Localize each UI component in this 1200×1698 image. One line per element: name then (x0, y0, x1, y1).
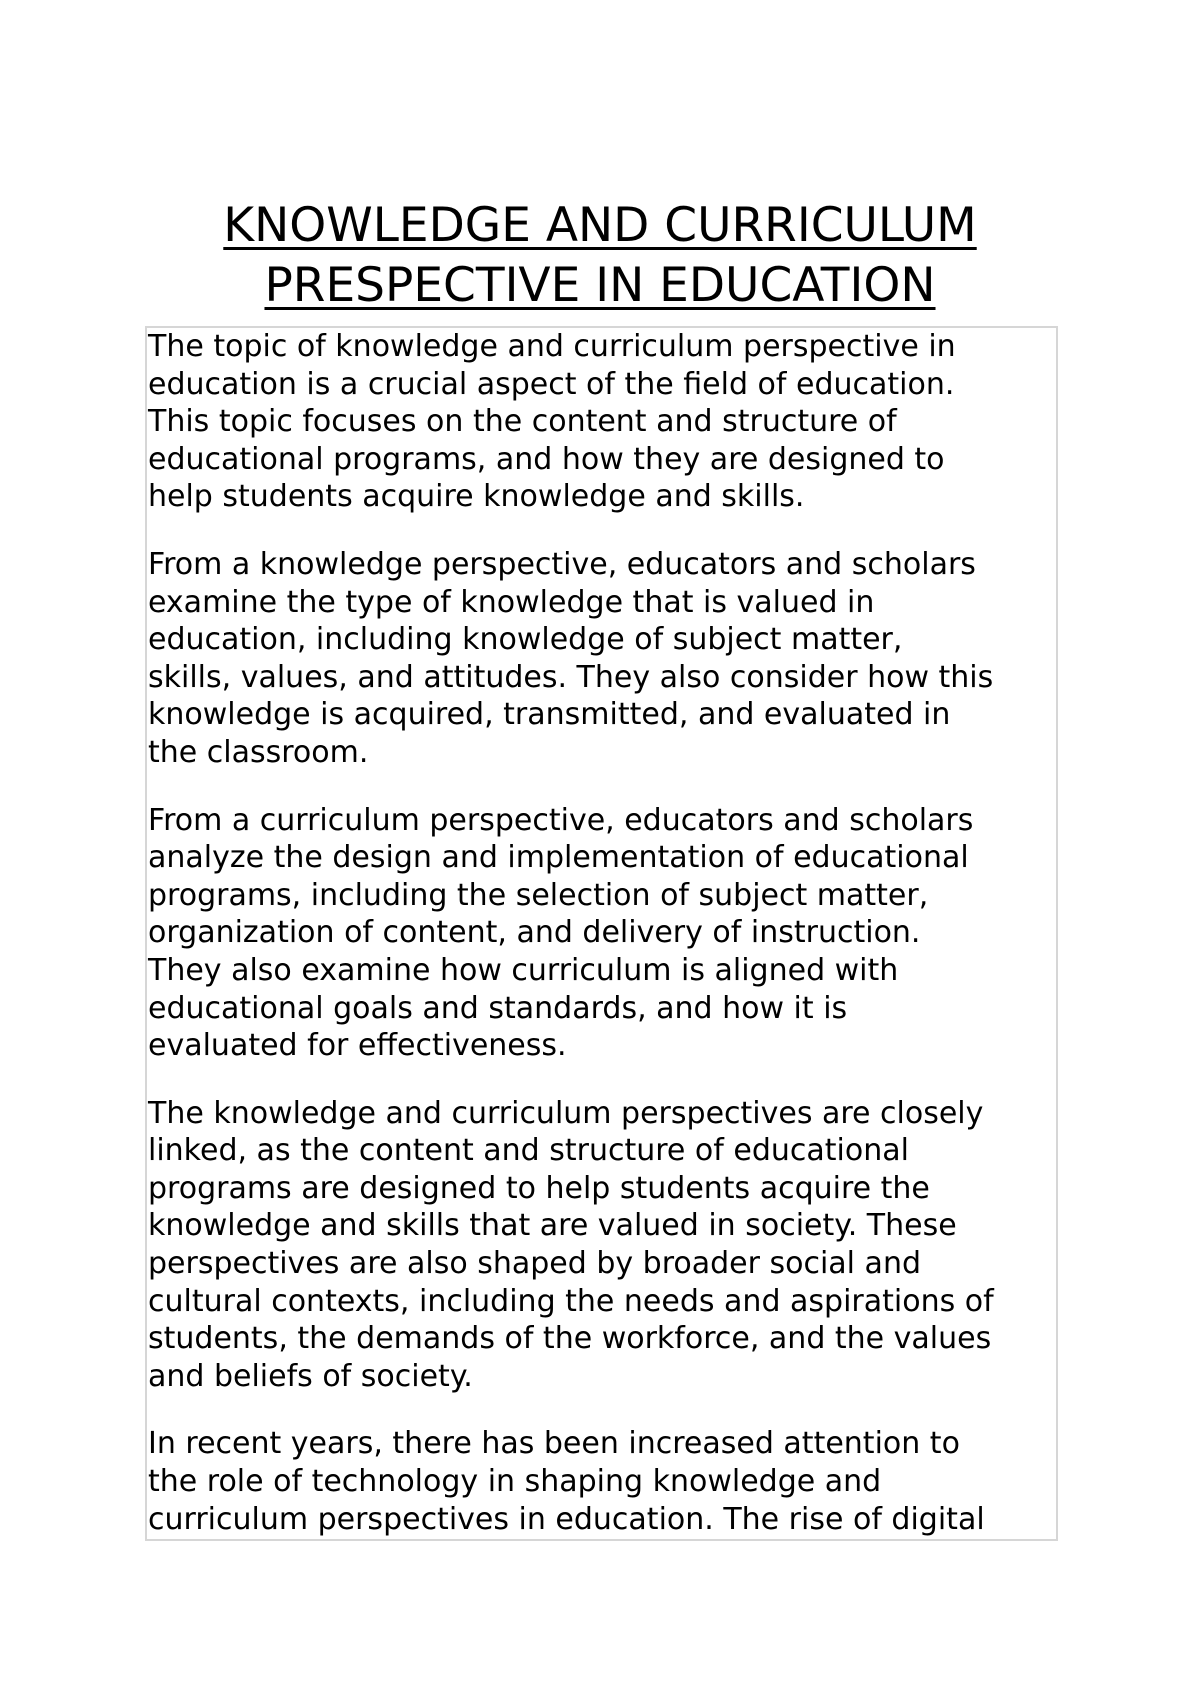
text-line: perspectives are also shaped by broader social and (148, 1246, 921, 1282)
text-line: examine the type of knowledge that is valued in (148, 584, 875, 620)
text-line: organization of content, and delivery of instruction. (148, 915, 921, 951)
text-line: From a curriculum perspective, educators and scholars (148, 802, 974, 838)
text-line: educational goals and standards, and how it is (148, 990, 848, 1026)
page-title (0, 196, 1200, 316)
text-line: The topic of knowledge and curriculum perspective in (148, 329, 956, 364)
text-line: cultural contexts, including the needs and aspirations of (148, 1283, 994, 1319)
title-line-1: KNOWLEDGE AND CURRICULUM (223, 198, 977, 253)
text-line: education is a crucial aspect of the field of education. (148, 366, 955, 402)
text-line: knowledge and skills that are valued in society. These (148, 1208, 957, 1244)
text-line: evaluated for effectiveness. (148, 1028, 567, 1064)
body-text-box (145, 326, 1058, 1541)
text-line: programs are designed to help students acquire the (148, 1170, 930, 1206)
text-line: help students acquire knowledge and skills. (148, 479, 805, 515)
text-line: analyze the design and implementation of educational (148, 840, 969, 876)
paragraph-3 (147, 802, 1056, 1065)
text-line: linked, as the content and structure of educational (148, 1133, 909, 1169)
text-line: knowledge is acquired, transmitted, and evaluated in (148, 697, 951, 733)
text-line: From a knowledge perspective, educators and scholars (148, 546, 976, 582)
text-line: In recent years, there has been increased attention to (148, 1426, 960, 1462)
text-line: educational programs, and how they are designed to (148, 441, 945, 477)
paragraph-2 (147, 546, 1056, 772)
text-line: skills, values, and attitudes. They also consider how this (148, 659, 994, 695)
text-line: The knowledge and curriculum perspectives are closely (148, 1095, 984, 1131)
text-line: the role of technology in shaping knowledge and (148, 1464, 882, 1500)
paragraph-1 (147, 328, 1056, 516)
text-line: They also examine how curriculum is aligned with (148, 952, 899, 988)
text-line: and beliefs of society. (148, 1358, 473, 1394)
text-line: education, including knowledge of subject matter, (148, 622, 903, 658)
text-line: This topic focuses on the content and structure of (148, 404, 897, 440)
paragraph-4 (147, 1095, 1056, 1396)
text-line: students, the demands of the workforce, and the values (148, 1321, 992, 1357)
text-line: programs, including the selection of subject matter, (148, 877, 929, 913)
title-line-2: PRESPECTIVE IN EDUCATION (264, 258, 936, 313)
text-line: the classroom. (148, 734, 369, 770)
text-line: curriculum perspectives in education. The rise of digital (148, 1501, 985, 1537)
paragraph-5 (147, 1425, 1056, 1538)
